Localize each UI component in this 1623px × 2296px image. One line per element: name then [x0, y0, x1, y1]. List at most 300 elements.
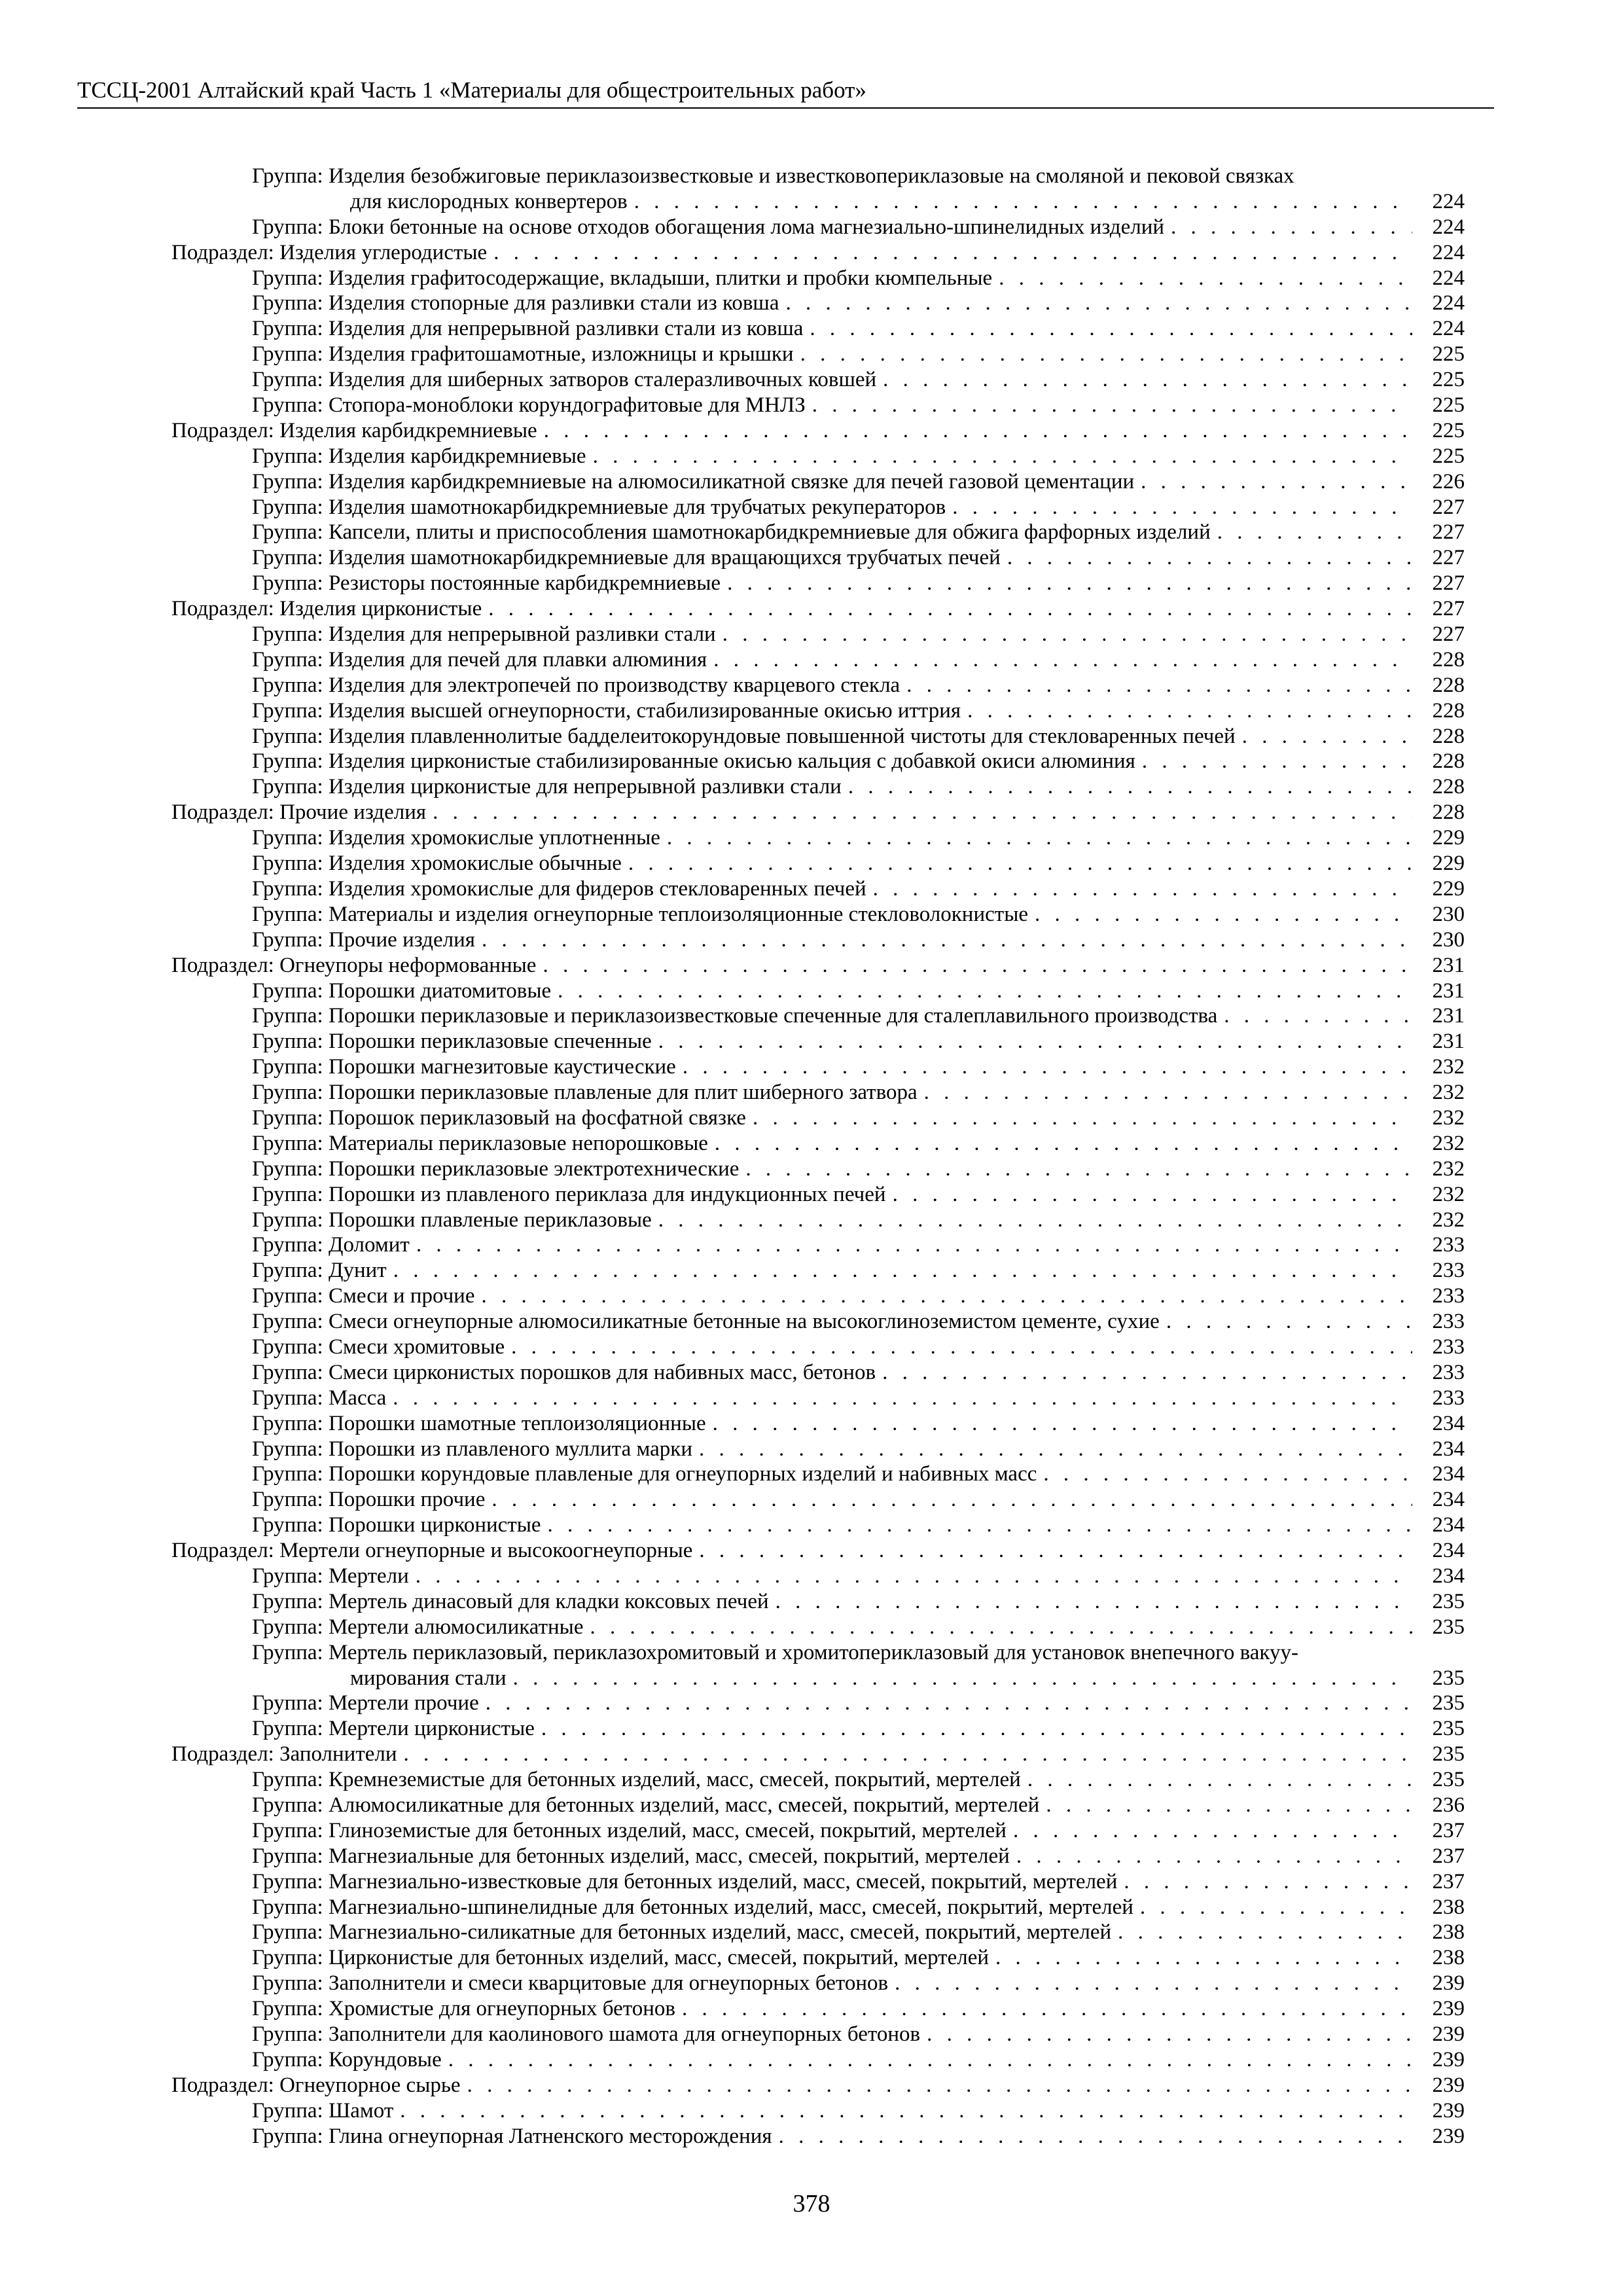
dot-leader — [1166, 1309, 1412, 1335]
dot-leader — [1141, 469, 1412, 495]
toc-entry-title: Группа: Смеси цирконистых порошков для набивных масс, бетонов — [252, 1360, 876, 1384]
toc-page-number: 239 — [1432, 2022, 1465, 2047]
toc-entry-title: Группа: Магнезиально-шпинелидные для бетонных изделий, масс, смесей, покрытий, мертелей — [252, 1895, 1133, 1919]
dot-leader — [433, 800, 1412, 825]
toc-entry-title: Группа: Изделия хромокислые для фидеров стекловаренных печей — [252, 876, 866, 901]
toc-entry-title: Группа: Заполнители для каолинового шамота для огнеупорных бетонов — [252, 2022, 921, 2047]
toc-entry-title: Группа: Алюмосиликатные для бетонных изделий, масс, смесей, покрытий, мертелей — [252, 1793, 1040, 1817]
toc-entry-title: Группа: Заполнители и смеси кварцитовые для огнеупорных бетонов — [252, 1971, 889, 1996]
dot-leader — [967, 698, 1412, 724]
toc-entry-title: Группа: Изделия хромокислые обычные — [252, 852, 622, 876]
toc-page-number: 228 — [1432, 647, 1465, 672]
dot-leader — [416, 1232, 1412, 1258]
toc-group-entry — [252, 978, 1465, 1004]
toc-page-number: 224 — [1432, 215, 1465, 239]
dot-leader — [393, 1258, 1412, 1283]
toc-group-entry — [252, 1844, 1465, 1869]
toc-entry-title: Группа: Шамот — [252, 2098, 394, 2123]
toc-group-entry — [252, 1615, 1465, 1640]
toc-page-number: 228 — [1432, 673, 1465, 697]
toc-group-entry — [252, 1589, 1465, 1615]
toc-page-number: 235 — [1432, 1768, 1465, 1792]
toc-page-number: 235 — [1432, 1666, 1465, 1690]
toc-group-entry — [252, 469, 1465, 495]
dot-leader — [1118, 1920, 1412, 1945]
toc-group-entry — [252, 1564, 1465, 1589]
toc-page-number: 234 — [1432, 1513, 1465, 1537]
toc-entry-title: Группа: Изделия шамотнокарбидкремниевые для трубчатых рекуператоров — [252, 495, 946, 519]
toc-subsection-entry — [171, 596, 1465, 622]
dot-leader — [1027, 1767, 1412, 1793]
toc-entry-title: Группа: Изделия цирконистые стабилизированные окисью кальция с добавкой окиси алюминия — [252, 749, 1135, 774]
toc-subsection-entry — [171, 953, 1465, 978]
toc-entry-title: Группа: Изделия графитошамотные, изложницы и крышки — [252, 342, 794, 367]
toc-page-number: 229 — [1432, 852, 1465, 876]
toc-page-number: 233 — [1432, 1310, 1465, 1334]
toc-page-number: 233 — [1432, 1233, 1465, 1257]
toc-entry-title: Группа: Магнезиальные для бетонных изделий, масс, смесей, покрытий, мертелей — [252, 1844, 1010, 1868]
toc-group-entry — [252, 1258, 1465, 1283]
toc-page-number: 239 — [1432, 2047, 1465, 2072]
toc-group-entry — [252, 902, 1465, 927]
dot-leader — [883, 367, 1412, 393]
toc-entry-title: Группа: Смеси и прочие — [252, 1284, 475, 1308]
toc-entry-title: Группа: Мертель динасовый для кладки коксовых печей — [252, 1589, 769, 1613]
toc-entry-title: Группа: Изделия плавленнолитые бадделеитокорундовые повышенной чистоты для стекловаренных печей — [252, 724, 1236, 748]
dot-leader — [906, 673, 1412, 698]
toc-group-entry — [252, 1232, 1465, 1258]
dot-leader — [713, 1411, 1412, 1437]
toc-group-entry — [252, 876, 1465, 902]
toc-entry-title: Группа: Порошки магнезитовые каустические — [252, 1055, 676, 1079]
toc-group-entry — [252, 1945, 1465, 1971]
toc-page-number: 232 — [1432, 1055, 1465, 1079]
dot-leader — [1140, 1895, 1412, 1920]
toc-subsection-entry — [171, 1742, 1465, 1767]
toc-group-entry — [252, 1716, 1465, 1742]
toc-page-number: 235 — [1432, 1742, 1465, 1767]
toc-entry-title: Группа: Изделия безобжиговые периклазоизвестковые и известковопериклазовые на смоляной и пековой связках — [252, 164, 1294, 188]
dot-leader — [1007, 545, 1412, 571]
toc-entry-title: Подраздел: Огнеупоры неформованные — [171, 953, 537, 977]
toc-entry-title: Группа: Порошки корундовые плавленые для огнеупорных изделий и набивных масс — [252, 1462, 1037, 1486]
toc-page-number: 228 — [1432, 698, 1465, 723]
toc-page-number: 227 — [1432, 520, 1465, 545]
dot-leader — [1217, 520, 1412, 545]
toc-group-entry — [252, 724, 1465, 749]
toc-group-entry — [252, 367, 1465, 393]
toc-entry-title: Подраздел: Изделия цирконистые — [171, 597, 482, 621]
toc-entry-title: Группа: Магнезиально-силикатные для бетонных изделий, масс, смесей, покрытий, мертелей — [252, 1920, 1112, 1945]
toc-group-entry — [252, 1971, 1465, 1996]
toc-entry-title: для кислородных конвертеров — [350, 189, 628, 213]
toc-entry-title: Группа: Порошки цирконистые — [252, 1513, 541, 1537]
toc-entry-title: Группа: Доломит — [252, 1233, 410, 1257]
toc-page-number: 234 — [1432, 1437, 1465, 1461]
toc-page-number: 225 — [1432, 368, 1465, 392]
toc-entry-title: Группа: Изделия карбидкремниевые на алюмосиликатной связке для печей газовой цементации — [252, 469, 1135, 493]
toc-page-number: 234 — [1432, 1462, 1465, 1486]
toc-entry-title: Группа: Порошки диатомитовые — [252, 978, 552, 1003]
dot-leader — [488, 596, 1412, 622]
dot-leader — [699, 1538, 1412, 1564]
dot-leader — [882, 1360, 1412, 1386]
dot-leader — [593, 444, 1412, 469]
dot-leader — [658, 1208, 1412, 1233]
toc-page-number: 234 — [1432, 1411, 1465, 1435]
dot-leader — [493, 240, 1412, 266]
toc-entry-title: Группа: Порошки из плавленого муллита марки — [252, 1437, 692, 1461]
toc-page-number: 238 — [1432, 1895, 1465, 1919]
toc-group-entry — [252, 1869, 1465, 1895]
toc-page-number: 227 — [1432, 546, 1465, 570]
dot-leader — [634, 189, 1412, 215]
toc-page-number: 232 — [1432, 1208, 1465, 1232]
toc-entry-title: Группа: Изделия для электропечей по производству кварцевого стекла — [252, 673, 901, 697]
toc-page-number: 225 — [1432, 393, 1465, 418]
dot-leader — [667, 825, 1412, 851]
dot-leader — [753, 1105, 1412, 1131]
toc-page-number: 237 — [1432, 1818, 1465, 1842]
toc-subsection-entry — [171, 240, 1465, 266]
toc-group-entry — [252, 495, 1465, 520]
toc-page-number: 224 — [1432, 266, 1465, 290]
dot-leader — [745, 1157, 1412, 1182]
toc-group-entry — [252, 1157, 1465, 1182]
toc-entry-title: Группа: Мертели — [252, 1564, 409, 1588]
toc-entry-title: Группа: Изделия высшей огнеупорности, стабилизированные окисью иттрия — [252, 698, 961, 723]
toc-page-number: 237 — [1432, 1869, 1465, 1893]
dot-leader — [404, 1742, 1412, 1767]
toc-group-entry — [252, 1003, 1465, 1029]
toc-group-entry — [252, 291, 1465, 316]
toc-page-number: 235 — [1432, 1589, 1465, 1613]
toc-entry-title: Группа: Магнезиально-известковые для бетонных изделий, масс, смесей, покрытий, мертелей — [252, 1869, 1118, 1893]
toc-page-number: 231 — [1432, 1030, 1465, 1054]
dot-leader — [548, 1513, 1412, 1538]
toc-entry-title: Группа: Порошки плавленые периклазовые — [252, 1208, 652, 1232]
dot-leader — [541, 1716, 1412, 1742]
toc-page-number: 229 — [1432, 826, 1465, 850]
toc-entry-title: Группа: Изделия стопорные для разливки стали из ковша — [252, 291, 779, 315]
dot-leader — [848, 774, 1412, 800]
dot-leader — [713, 647, 1412, 673]
toc-group-entry — [252, 1767, 1465, 1793]
toc-group-entry — [252, 1996, 1465, 2022]
toc-group-entry — [252, 1335, 1465, 1360]
dot-leader — [952, 495, 1412, 520]
toc-group-entry — [252, 1283, 1465, 1309]
toc-entry-title: Группа: Мертели прочие — [252, 1691, 479, 1715]
toc-page-number: 225 — [1432, 444, 1465, 468]
dot-leader — [683, 1054, 1412, 1080]
toc-group-entry — [252, 825, 1465, 851]
toc-group-entry — [252, 1386, 1465, 1411]
toc-group-entry — [252, 1437, 1465, 1462]
toc-entry-title: Группа: Кремнеземистые для бетонных изделий, масс, смесей, покрытий, мертелей — [252, 1768, 1021, 1792]
toc-page-number: 227 — [1432, 597, 1465, 621]
toc-page-number: 233 — [1432, 1259, 1465, 1283]
dot-leader — [776, 1589, 1412, 1615]
toc-page-number: 228 — [1432, 749, 1465, 774]
dot-leader — [699, 1437, 1412, 1462]
toc-page-number: 236 — [1432, 1793, 1465, 1817]
dot-leader — [658, 1029, 1412, 1054]
toc-subsection-entry — [171, 2073, 1465, 2098]
toc-entry-title: Группа: Порошки периклазовые и периклазоизвестковые спеченные для сталеплавильного производства — [252, 1004, 1218, 1028]
toc-group-entry — [252, 2124, 1465, 2149]
dot-leader — [511, 1335, 1412, 1360]
toc-entry-title: Группа: Изделия для шиберных затворов сталеразливочных ковшей — [252, 368, 877, 392]
toc-page-number: 224 — [1432, 240, 1465, 264]
toc-entry-title: мирования стали — [350, 1666, 507, 1690]
dot-leader — [544, 418, 1412, 444]
toc-page-number: 233 — [1432, 1360, 1465, 1384]
toc-group-entry — [252, 1691, 1465, 1716]
toc-entry-title: Группа: Цирконистые для бетонных изделий, масс, смесей, покрытий, мертелей — [252, 1946, 989, 1970]
toc-group-entry — [252, 1208, 1465, 1233]
toc-page-number: 227 — [1432, 571, 1465, 596]
toc-page-number: 234 — [1432, 1564, 1465, 1588]
dot-leader — [999, 266, 1412, 291]
toc-group-entry — [252, 1054, 1465, 1080]
toc-entry-title: Группа: Капсели, плиты и приспособления шамотнокарбидкремниевые для обжига фарфорных изделий — [252, 520, 1211, 545]
toc-page-number: 232 — [1432, 1157, 1465, 1181]
toc-group-entry — [252, 1105, 1465, 1131]
dot-leader — [491, 1487, 1412, 1513]
toc-entry-title: Группа: Порошки периклазовые плавленые для плит шиберного затвора — [252, 1081, 918, 1105]
toc-group-entry — [252, 1411, 1465, 1437]
toc-page-number: 226 — [1432, 469, 1465, 493]
dot-leader — [628, 851, 1412, 876]
toc-group-entry — [252, 2022, 1465, 2047]
toc-group-entry — [252, 774, 1465, 800]
toc-entry-title: Группа: Материалы и изделия огнеупорные теплоизоляционные стекловолокнистые — [252, 902, 1029, 926]
toc-entry-title: Группа: Изделия для печей для плавки алюминия — [252, 647, 707, 672]
toc-entry-title: Группа: Порошки из плавленого периклаза для индукционных печей — [252, 1182, 886, 1206]
toc-subsection-entry — [171, 800, 1465, 825]
toc-page-number: 228 — [1432, 800, 1465, 825]
table-of-contents — [0, 164, 1623, 2149]
toc-entry-title: Подраздел: Огнеупорное сырье — [171, 2073, 461, 2097]
toc-entry-continuation — [350, 1666, 1465, 1691]
toc-group-entry — [252, 164, 1465, 189]
toc-subsection-entry — [171, 418, 1465, 444]
toc-page-number: 225 — [1432, 342, 1465, 367]
toc-entry-title: Группа: Изделия для непрерывной разливки стали — [252, 622, 716, 647]
toc-entry-title: Группа: Корундовые — [252, 2047, 442, 2072]
toc-page-number: 231 — [1432, 978, 1465, 1003]
toc-entry-continuation — [350, 189, 1465, 215]
toc-page-number: 235 — [1432, 1615, 1465, 1639]
toc-entry-title: Группа: Порошки прочие — [252, 1488, 486, 1512]
toc-entry-title: Группа: Прочие изделия — [252, 927, 475, 952]
dot-leader — [482, 927, 1412, 953]
toc-group-entry — [252, 571, 1465, 596]
toc-group-entry — [252, 1360, 1465, 1386]
toc-page-number: 232 — [1432, 1182, 1465, 1206]
toc-group-entry — [252, 2047, 1465, 2073]
toc-page-number: 238 — [1432, 1946, 1465, 1970]
toc-entry-title: Группа: Стопора-моноблоки корундографитовые для МНЛЗ — [252, 393, 806, 418]
dot-leader — [590, 1615, 1412, 1640]
toc-entry-title: Группа: Дунит — [252, 1259, 387, 1283]
dot-leader — [1013, 1818, 1412, 1844]
toc-page-number: 230 — [1432, 902, 1465, 926]
toc-page-number: 233 — [1432, 1386, 1465, 1410]
toc-entry-title: Группа: Мертели цирконистые — [252, 1717, 535, 1741]
toc-group-entry — [252, 749, 1465, 774]
toc-subsection-entry — [171, 1538, 1465, 1564]
toc-group-entry — [252, 215, 1465, 240]
toc-page-number: 234 — [1432, 1539, 1465, 1563]
dot-leader — [727, 571, 1412, 596]
toc-page-number: 224 — [1432, 189, 1465, 213]
toc-page-number: 229 — [1432, 876, 1465, 901]
dot-leader — [482, 1283, 1413, 1309]
dot-leader — [812, 393, 1412, 418]
toc-group-entry — [252, 266, 1465, 291]
toc-group-entry — [252, 1182, 1465, 1208]
dot-leader — [467, 2073, 1412, 2098]
toc-page-number: 233 — [1432, 1335, 1465, 1359]
toc-page-number: 237 — [1432, 1844, 1465, 1868]
dot-leader — [722, 622, 1412, 647]
toc-page-number: 232 — [1432, 1131, 1465, 1155]
dot-leader — [1142, 749, 1412, 774]
dot-leader — [715, 1131, 1412, 1157]
toc-page-number: 225 — [1432, 418, 1465, 442]
toc-entry-title: Группа: Порошки шамотные теплоизоляционные — [252, 1411, 706, 1435]
dot-leader — [543, 953, 1412, 978]
toc-entry-title: Группа: Резисторы постоянные карбидкремниевые — [252, 571, 721, 596]
toc-group-entry — [252, 851, 1465, 876]
toc-page-number: 235 — [1432, 1691, 1465, 1715]
toc-group-entry — [252, 1793, 1465, 1818]
toc-entry-title: Группа: Изделия цирконистые для непрерывной разливки стали — [252, 775, 842, 799]
dot-leader — [1043, 1462, 1412, 1487]
toc-page-number: 231 — [1432, 1004, 1465, 1028]
toc-entry-title: Группа: Мертель периклазовый, периклазохромитовый и хромитопериклазовый для установок внепечного вакуу- — [252, 1640, 1298, 1664]
dot-leader — [995, 1945, 1412, 1971]
toc-page-number: 228 — [1432, 724, 1465, 748]
dot-leader — [682, 1996, 1412, 2022]
toc-entry-title: Группа: Смеси огнеупорные алюмосиликатные бетонные на высокоглиноземистом цементе, сухие — [252, 1310, 1160, 1334]
toc-group-entry — [252, 520, 1465, 545]
toc-entry-title: Группа: Изделия карбидкремниевые — [252, 444, 586, 468]
toc-entry-title: Подраздел: Заполнители — [171, 1742, 397, 1767]
toc-entry-title: Группа: Смеси хромитовые — [252, 1335, 505, 1359]
toc-entry-title: Подраздел: Изделия углеродистые — [171, 240, 488, 264]
toc-group-entry — [252, 393, 1465, 418]
dot-leader — [873, 876, 1412, 902]
dot-leader — [448, 2047, 1412, 2073]
toc-entry-title: Группа: Блоки бетонные на основе отходов обогащения лома магнезиально-шпинелидных изделий — [252, 215, 1165, 239]
dot-leader — [1242, 724, 1412, 749]
toc-group-entry — [252, 673, 1465, 698]
toc-group-entry — [252, 1462, 1465, 1487]
toc-entry-title: Подраздел: Мертели огнеупорные и высокоогнеупорные — [171, 1539, 693, 1563]
dot-leader — [924, 1080, 1412, 1105]
toc-entry-title: Группа: Изделия графитосодержащие, вкладыши, плитки и пробки кюмпельные — [252, 266, 993, 290]
dot-leader — [558, 978, 1412, 1004]
toc-entry-title: Группа: Масса — [252, 1386, 387, 1410]
toc-group-entry — [252, 1309, 1465, 1335]
toc-entry-title: Группа: Материалы периклазовые непорошковые — [252, 1131, 708, 1155]
toc-group-entry — [252, 545, 1465, 571]
toc-page-number: 239 — [1432, 2073, 1465, 2097]
dot-leader — [786, 291, 1413, 316]
toc-group-entry — [252, 927, 1465, 953]
toc-page-number: 235 — [1432, 1717, 1465, 1741]
toc-group-entry — [252, 1487, 1465, 1513]
toc-page-number: 230 — [1432, 927, 1465, 952]
toc-group-entry — [252, 1080, 1465, 1105]
toc-page-number: 232 — [1432, 1081, 1465, 1105]
toc-page-number: 224 — [1432, 317, 1465, 341]
dot-leader — [810, 316, 1412, 342]
toc-page-number: 233 — [1432, 1284, 1465, 1308]
dot-leader — [1171, 215, 1412, 240]
page-header: ТССЦ-2001 Алтайский край Часть 1 «Материалы для общестроительных работ» — [77, 76, 1494, 109]
toc-entry-title: Группа: Порошок периклазовый на фосфатной связке — [252, 1105, 746, 1130]
toc-group-entry — [252, 316, 1465, 342]
toc-entry-title: Группа: Мертели алюмосиликатные — [252, 1615, 584, 1639]
toc-entry-title: Подраздел: Прочие изделия — [171, 800, 427, 825]
toc-group-entry — [252, 622, 1465, 647]
toc-group-entry — [252, 1131, 1465, 1157]
dot-leader — [1016, 1844, 1412, 1869]
page-number: 378 — [793, 2190, 830, 2217]
dot-leader — [486, 1691, 1412, 1716]
dot-leader — [393, 1386, 1412, 1411]
toc-entry-title: Группа: Хромистые для огнеупорных бетонов — [252, 1997, 676, 2021]
toc-page-number: 239 — [1432, 2124, 1465, 2148]
toc-group-entry — [252, 444, 1465, 469]
toc-page-number: 232 — [1432, 1105, 1465, 1130]
toc-page-number: 239 — [1432, 2098, 1465, 2123]
toc-page-number: 227 — [1432, 495, 1465, 519]
toc-group-entry — [252, 2098, 1465, 2124]
dot-leader — [1035, 902, 1412, 927]
dot-leader — [416, 1564, 1412, 1589]
toc-group-entry — [252, 1920, 1465, 1945]
toc-page-number: 227 — [1432, 622, 1465, 647]
toc-group-entry — [252, 1895, 1465, 1920]
toc-entry-title: Группа: Глина огнеупорная Латненского месторождения — [252, 2124, 772, 2148]
toc-group-entry — [252, 647, 1465, 673]
toc-group-entry — [252, 1640, 1465, 1666]
toc-group-entry — [252, 1818, 1465, 1844]
toc-group-entry — [252, 1513, 1465, 1538]
toc-entry-title: Группа: Порошки периклазовые спеченные — [252, 1030, 652, 1054]
toc-page-number: 228 — [1432, 775, 1465, 799]
toc-page-number: 239 — [1432, 1997, 1465, 2021]
dot-leader — [800, 342, 1412, 367]
dot-leader — [1046, 1793, 1412, 1818]
toc-entry-title: Подраздел: Изделия карбидкремниевые — [171, 418, 537, 442]
toc-entry-title: Группа: Глиноземистые для бетонных изделий, масс, смесей, покрытий, мертелей — [252, 1818, 1007, 1842]
toc-entry-title: Группа: Изделия хромокислые уплотненные — [252, 826, 660, 850]
dot-leader — [895, 1971, 1412, 1996]
toc-page-number: 238 — [1432, 1920, 1465, 1945]
toc-group-entry — [252, 1029, 1465, 1054]
toc-entry-title: Группа: Изделия для непрерывной разливки стали из ковша — [252, 317, 804, 341]
toc-page-number: 231 — [1432, 953, 1465, 977]
toc-group-entry — [252, 698, 1465, 724]
dot-leader — [779, 2124, 1412, 2149]
dot-leader — [400, 2098, 1412, 2124]
